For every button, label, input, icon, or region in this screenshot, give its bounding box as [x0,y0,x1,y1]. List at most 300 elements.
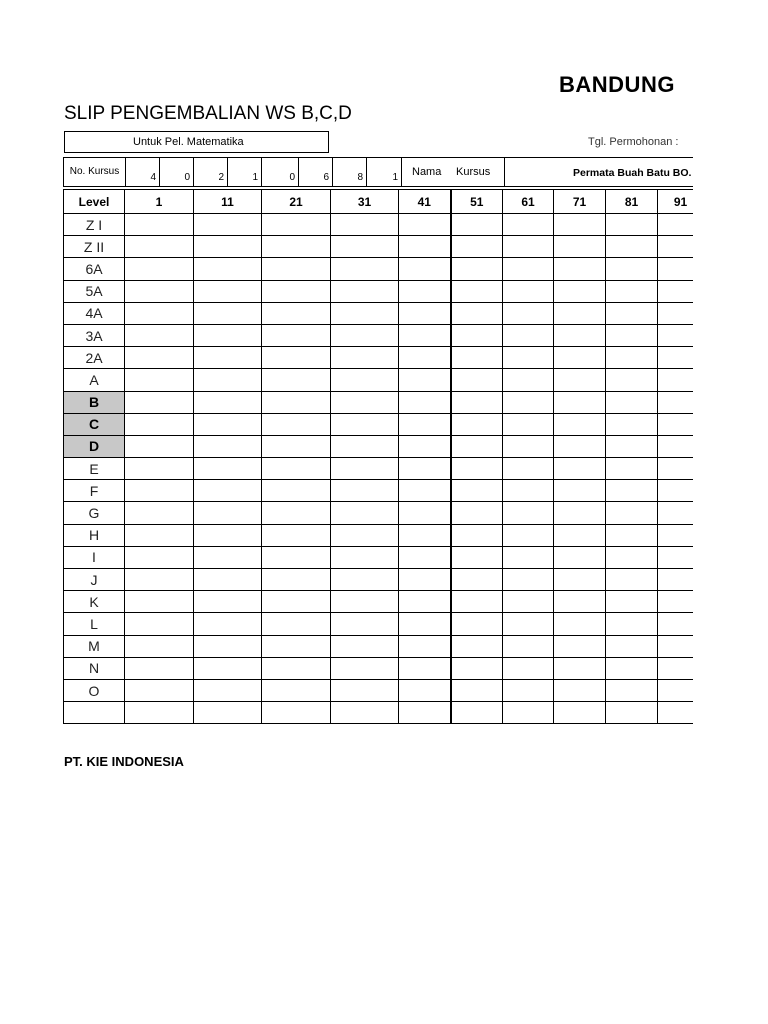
entry-cell[interactable] [331,502,399,524]
entry-cell[interactable] [658,369,694,391]
entry-cell[interactable] [331,413,399,435]
entry-cell[interactable] [658,657,694,679]
table-row [64,280,694,302]
entry-cell[interactable] [399,302,451,324]
entry-cell[interactable] [606,347,658,369]
entry-cell[interactable] [194,391,262,413]
entry-cell[interactable] [331,435,399,457]
name-label: Nama [401,158,445,186]
entry-cell[interactable] [658,702,694,724]
column-header: 91 [658,190,694,214]
entry-cell[interactable] [125,502,194,524]
entry-cell[interactable] [194,369,262,391]
entry-cell[interactable] [503,458,554,480]
table-header-row [64,190,694,214]
entry-cell[interactable] [658,324,694,346]
entry-cell[interactable] [554,435,606,457]
entry-cell[interactable] [399,702,451,724]
column-header: 81 [606,190,658,214]
entry-cell[interactable] [451,324,503,346]
entry-cell[interactable] [503,657,554,679]
entry-cell[interactable] [262,347,331,369]
entry-cell[interactable] [125,302,194,324]
entry-cell[interactable] [554,302,606,324]
entry-cell[interactable] [606,214,658,236]
entry-cell[interactable] [451,502,503,524]
entry-cell[interactable] [451,347,503,369]
entry-cell[interactable] [194,657,262,679]
company-name: PT. KIE INDONESIA [64,754,184,769]
entry-cell[interactable] [451,591,503,613]
level-cell: C [64,413,125,435]
entry-cell[interactable] [606,480,658,502]
table-row [64,302,694,324]
entry-cell[interactable] [399,347,451,369]
level-table-body [64,214,694,724]
table-row [64,347,694,369]
course-digit: 2 [193,158,227,186]
entry-cell[interactable] [503,480,554,502]
slip-title: SLIP PENGEMBALIAN WS B,C,D [64,103,352,124]
entry-cell[interactable] [262,458,331,480]
table-row [64,524,694,546]
entry-cell[interactable] [606,657,658,679]
entry-cell[interactable] [658,635,694,657]
entry-cell[interactable] [451,391,503,413]
entry-cell[interactable] [125,524,194,546]
entry-cell[interactable] [331,679,399,701]
entry-cell[interactable] [331,569,399,591]
entry-cell[interactable] [399,391,451,413]
entry-cell[interactable] [451,214,503,236]
entry-cell[interactable] [262,413,331,435]
entry-cell[interactable] [451,480,503,502]
entry-cell[interactable] [554,413,606,435]
entry-cell[interactable] [503,591,554,613]
column-header: 61 [503,190,554,214]
entry-cell[interactable] [194,502,262,524]
entry-cell[interactable] [399,502,451,524]
entry-cell[interactable] [125,324,194,346]
entry-cell[interactable] [658,679,694,701]
level-cell: O [64,679,125,701]
entry-cell[interactable] [331,302,399,324]
table-row [64,702,694,724]
entry-cell[interactable] [451,702,503,724]
entry-cell[interactable] [194,413,262,435]
entry-cell[interactable] [451,369,503,391]
entry-cell[interactable] [658,524,694,546]
level-cell: I [64,546,125,568]
entry-cell[interactable] [331,591,399,613]
entry-cell[interactable] [554,391,606,413]
column-header: 41 [399,190,451,214]
course-digit: 6 [298,158,332,186]
entry-cell[interactable] [125,591,194,613]
entry-cell[interactable] [658,214,694,236]
entry-cell[interactable] [658,302,694,324]
entry-cell[interactable] [262,657,331,679]
level-cell: F [64,480,125,502]
entry-cell[interactable] [262,613,331,635]
entry-cell[interactable] [554,347,606,369]
entry-cell[interactable] [606,236,658,258]
course-label: Kursus [456,166,491,178]
entry-cell[interactable] [399,613,451,635]
entry-cell[interactable] [451,280,503,302]
entry-cell[interactable] [194,635,262,657]
table-row [64,502,694,524]
entry-cell[interactable] [451,413,503,435]
entry-cell[interactable] [194,458,262,480]
entry-cell[interactable] [658,413,694,435]
entry-cell[interactable] [125,635,194,657]
entry-cell[interactable] [262,280,331,302]
entry-cell[interactable] [125,214,194,236]
entry-cell[interactable] [262,369,331,391]
entry-cell[interactable] [606,502,658,524]
table-row [64,546,694,568]
entry-cell[interactable] [606,369,658,391]
entry-cell[interactable] [194,214,262,236]
entry-cell[interactable] [194,524,262,546]
entry-cell[interactable] [503,413,554,435]
entry-cell[interactable] [331,458,399,480]
entry-cell[interactable] [399,258,451,280]
entry-cell[interactable] [125,236,194,258]
entry-cell[interactable] [125,480,194,502]
entry-cell[interactable] [125,679,194,701]
entry-cell[interactable] [125,280,194,302]
entry-cell[interactable] [554,324,606,346]
entry-cell[interactable] [606,702,658,724]
entry-cell[interactable] [125,569,194,591]
entry-cell[interactable] [503,524,554,546]
entry-cell[interactable] [554,679,606,701]
entry-cell[interactable] [262,302,331,324]
entry-cell[interactable] [606,679,658,701]
entry-cell[interactable] [554,546,606,568]
entry-cell[interactable] [262,546,331,568]
entry-cell[interactable] [503,347,554,369]
entry-cell[interactable] [606,258,658,280]
entry-cell[interactable] [503,502,554,524]
entry-cell[interactable] [399,524,451,546]
entry-cell[interactable] [194,236,262,258]
entry-cell[interactable] [451,258,503,280]
entry-cell[interactable] [125,413,194,435]
entry-cell[interactable] [194,702,262,724]
entry-cell[interactable] [658,258,694,280]
entry-cell[interactable] [554,702,606,724]
entry-cell[interactable] [451,236,503,258]
entry-cell[interactable] [331,702,399,724]
table-row [64,413,694,435]
entry-cell[interactable] [399,280,451,302]
level-cell: 2A [64,347,125,369]
entry-cell[interactable] [125,258,194,280]
level-cell: L [64,613,125,635]
entry-cell[interactable] [125,657,194,679]
course-digit: 1 [227,158,261,186]
entry-cell[interactable] [658,347,694,369]
entry-cell[interactable] [554,591,606,613]
entry-cell[interactable] [503,236,554,258]
entry-cell[interactable] [331,524,399,546]
entry-cell[interactable] [194,480,262,502]
level-cell: Z II [64,236,125,258]
level-header: Level [64,190,125,214]
entry-cell[interactable] [503,613,554,635]
table-row [64,591,694,613]
entry-cell[interactable] [503,280,554,302]
level-cell: D [64,435,125,457]
level-cell: 6A [64,258,125,280]
entry-cell[interactable] [125,369,194,391]
entry-cell[interactable] [503,569,554,591]
entry-cell[interactable] [606,413,658,435]
entry-cell[interactable] [606,302,658,324]
table-row [64,657,694,679]
entry-cell[interactable] [125,546,194,568]
entry-cell[interactable] [658,391,694,413]
entry-cell[interactable] [262,324,331,346]
entry-cell[interactable] [606,435,658,457]
course-digit: 4 [125,158,159,186]
table-row [64,369,694,391]
level-table [63,189,693,724]
entry-cell[interactable] [503,258,554,280]
entry-cell[interactable] [399,591,451,613]
entry-cell[interactable] [503,702,554,724]
entry-cell[interactable] [554,458,606,480]
table-row [64,324,694,346]
entry-cell[interactable] [331,236,399,258]
entry-cell[interactable] [125,458,194,480]
entry-cell[interactable] [125,435,194,457]
entry-cell[interactable] [399,214,451,236]
entry-cell[interactable] [331,280,399,302]
entry-cell[interactable] [503,324,554,346]
entry-cell[interactable] [658,236,694,258]
entry-cell[interactable] [554,480,606,502]
entry-cell[interactable] [606,524,658,546]
entry-cell[interactable] [554,369,606,391]
level-cell: Z I [64,214,125,236]
entry-cell[interactable] [399,635,451,657]
entry-cell[interactable] [451,613,503,635]
entry-cell[interactable] [331,258,399,280]
entry-cell[interactable] [451,657,503,679]
course-digit: 0 [261,158,298,186]
entry-cell[interactable] [606,458,658,480]
entry-cell[interactable] [331,657,399,679]
table-row [64,613,694,635]
entry-cell[interactable] [606,280,658,302]
entry-cell[interactable] [125,702,194,724]
entry-cell[interactable] [331,347,399,369]
level-cell: 5A [64,280,125,302]
entry-cell[interactable] [606,635,658,657]
entry-cell[interactable] [262,258,331,280]
level-cell: 3A [64,324,125,346]
entry-cell[interactable] [194,591,262,613]
column-header: 1 [125,190,194,214]
entry-cell[interactable] [451,679,503,701]
column-header: 21 [262,190,331,214]
table-row [64,391,694,413]
entry-cell[interactable] [606,546,658,568]
column-header: 71 [554,190,606,214]
entry-cell[interactable] [399,435,451,457]
entry-cell[interactable] [399,236,451,258]
entry-cell[interactable] [194,347,262,369]
entry-cell[interactable] [262,435,331,457]
entry-cell[interactable] [658,480,694,502]
entry-cell[interactable] [658,458,694,480]
entry-cell[interactable] [503,391,554,413]
entry-cell[interactable] [262,679,331,701]
level-cell: J [64,569,125,591]
table-row [64,458,694,480]
course-number-label: No. Kursus [69,166,120,177]
table-row [64,236,694,258]
entry-cell[interactable] [503,635,554,657]
table-row [64,435,694,457]
level-cell: N [64,657,125,679]
column-header: 51 [451,190,503,214]
entry-cell[interactable] [399,657,451,679]
level-cell: 4A [64,302,125,324]
entry-cell[interactable] [125,347,194,369]
entry-cell[interactable] [262,635,331,657]
entry-cell[interactable] [194,546,262,568]
entry-cell[interactable] [194,324,262,346]
entry-cell[interactable] [606,591,658,613]
entry-cell[interactable] [606,569,658,591]
date-label: Tgl. Permohonan : [588,136,679,148]
column-header: 11 [194,190,262,214]
entry-cell[interactable] [399,413,451,435]
entry-cell[interactable] [331,391,399,413]
entry-cell[interactable] [658,591,694,613]
entry-cell[interactable] [503,214,554,236]
course-digit: 8 [332,158,366,186]
course-name: Permata Buah Batu BO. [504,158,693,186]
entry-cell[interactable] [262,391,331,413]
entry-cell[interactable] [399,480,451,502]
table-row [64,258,694,280]
entry-cell[interactable] [658,546,694,568]
entry-cell[interactable] [451,569,503,591]
entry-cell[interactable] [331,546,399,568]
course-digit: 0 [159,158,193,186]
entry-cell[interactable] [554,635,606,657]
entry-cell[interactable] [451,302,503,324]
entry-cell[interactable] [451,524,503,546]
entry-cell[interactable] [606,613,658,635]
entry-cell[interactable] [554,613,606,635]
entry-cell[interactable] [399,546,451,568]
entry-cell[interactable] [554,502,606,524]
entry-cell[interactable] [331,369,399,391]
entry-cell[interactable] [194,679,262,701]
table-row [64,214,694,236]
entry-cell[interactable] [331,635,399,657]
entry-cell[interactable] [554,569,606,591]
entry-cell[interactable] [262,214,331,236]
entry-cell[interactable] [554,214,606,236]
entry-cell[interactable] [606,324,658,346]
entry-cell[interactable] [262,480,331,502]
entry-cell[interactable] [194,569,262,591]
entry-cell[interactable] [451,635,503,657]
entry-cell[interactable] [503,546,554,568]
table-row [64,480,694,502]
entry-cell[interactable] [658,613,694,635]
entry-cell[interactable] [262,524,331,546]
entry-cell[interactable] [125,613,194,635]
entry-cell[interactable] [503,302,554,324]
entry-cell[interactable] [194,258,262,280]
entry-cell[interactable] [606,391,658,413]
entry-cell[interactable] [262,569,331,591]
entry-cell[interactable] [262,502,331,524]
entry-cell[interactable] [262,591,331,613]
entry-cell[interactable] [331,214,399,236]
entry-cell[interactable] [331,613,399,635]
entry-cell[interactable] [554,258,606,280]
entry-cell[interactable] [399,569,451,591]
table-row [64,635,694,657]
entry-cell[interactable] [262,702,331,724]
entry-cell[interactable] [503,679,554,701]
entry-cell[interactable] [554,280,606,302]
entry-cell[interactable] [503,369,554,391]
entry-cell[interactable] [194,280,262,302]
course-digit: 1 [366,158,401,186]
entry-cell[interactable] [331,324,399,346]
entry-cell[interactable] [125,391,194,413]
entry-cell[interactable] [399,458,451,480]
entry-cell[interactable] [554,236,606,258]
level-cell: M [64,635,125,657]
entry-cell[interactable] [503,435,554,457]
entry-cell[interactable] [451,458,503,480]
entry-cell[interactable] [194,302,262,324]
level-cell: K [64,591,125,613]
entry-cell[interactable] [194,435,262,457]
entry-cell[interactable] [331,480,399,502]
entry-cell[interactable] [658,502,694,524]
subject-box: Untuk Pel. Matematika [64,131,329,153]
entry-cell[interactable] [658,280,694,302]
entry-cell[interactable] [658,435,694,457]
entry-cell[interactable] [399,679,451,701]
entry-cell[interactable] [658,569,694,591]
table-row [64,569,694,591]
entry-cell[interactable] [399,324,451,346]
entry-cell[interactable] [399,369,451,391]
entry-cell[interactable] [262,236,331,258]
level-cell: G [64,502,125,524]
entry-cell[interactable] [554,524,606,546]
entry-cell[interactable] [451,435,503,457]
entry-cell[interactable] [194,613,262,635]
column-header: 31 [331,190,399,214]
entry-cell[interactable] [451,546,503,568]
entry-cell[interactable] [554,657,606,679]
